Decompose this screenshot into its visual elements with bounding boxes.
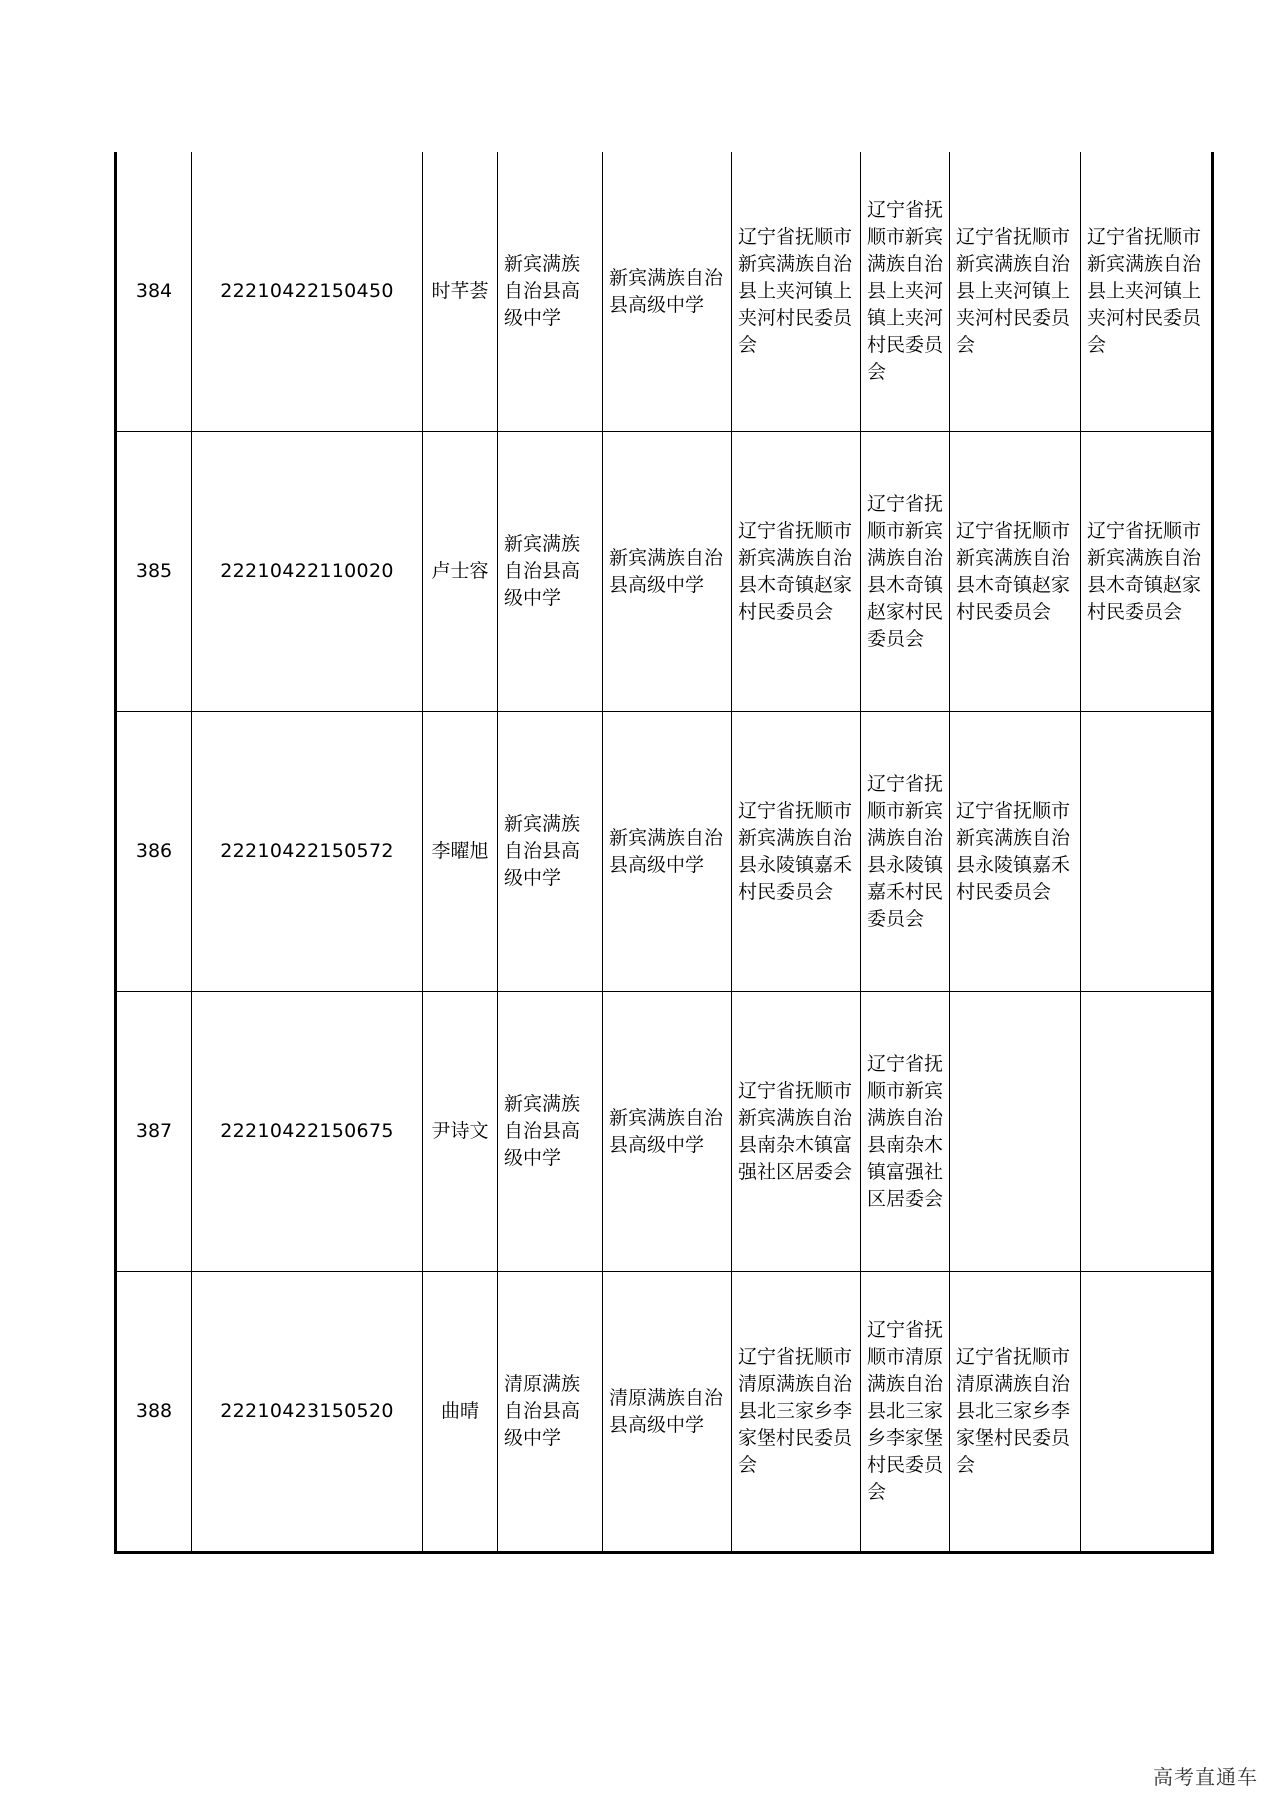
- registered-school: 新宾满族自治县高级中学: [603, 712, 732, 992]
- graduation-school: 清原满族自治县高级中学: [498, 1272, 603, 1553]
- household-address: 辽宁省抚顺市新宾满族自治县永陵镇嘉禾村民委员会: [732, 712, 861, 992]
- parent-household-address: 辽宁省抚顺市清原满族自治县北三家乡李家堡村民委员会: [950, 1272, 1081, 1553]
- graduation-school: 新宾满族自治县高级中学: [498, 712, 603, 992]
- watermark-text: 高考直通车: [1153, 1765, 1258, 1789]
- table-row: [116, 712, 1213, 992]
- registered-school: 新宾满族自治县高级中学: [603, 432, 732, 712]
- household-address: 辽宁省抚顺市新宾满族自治县南杂木镇富强社区居委会: [732, 992, 861, 1272]
- registered-school: 清原满族自治县高级中学: [603, 1272, 732, 1553]
- row-number: 388: [116, 1272, 192, 1553]
- residence-address: 辽宁省抚顺市新宾满族自治县木奇镇赵家村民委员会: [861, 432, 950, 712]
- parent-household-address: 辽宁省抚顺市新宾满族自治县永陵镇嘉禾村民委员会: [950, 712, 1081, 992]
- guardian-household-address: [1081, 992, 1213, 1272]
- guardian-household-address: 辽宁省抚顺市新宾满族自治县上夹河镇上夹河村民委员会: [1081, 152, 1213, 432]
- residence-address: 辽宁省抚顺市清原满族自治县北三家乡李家堡村民委员会: [861, 1272, 950, 1553]
- roster-body: [116, 152, 1213, 1553]
- registered-school: 新宾满族自治县高级中学: [603, 152, 732, 432]
- household-address: 辽宁省抚顺市新宾满族自治县上夹河镇上夹河村民委员会: [732, 152, 861, 432]
- student-name: 李曜旭: [423, 712, 498, 992]
- residence-address: 辽宁省抚顺市新宾满族自治县南杂木镇富强社区居委会: [861, 992, 950, 1272]
- exam-id: 22210423150520: [192, 1272, 423, 1553]
- graduation-school: 新宾满族自治县高级中学: [498, 432, 603, 712]
- parent-household-address: 辽宁省抚顺市新宾满族自治县木奇镇赵家村民委员会: [950, 432, 1081, 712]
- student-name: 尹诗文: [423, 992, 498, 1272]
- row-number: 385: [116, 432, 192, 712]
- table-row: [116, 152, 1213, 432]
- registered-school: 新宾满族自治县高级中学: [603, 992, 732, 1272]
- parent-household-address: 辽宁省抚顺市新宾满族自治县上夹河镇上夹河村民委员会: [950, 152, 1081, 432]
- guardian-household-address: [1081, 1272, 1213, 1553]
- household-address: 辽宁省抚顺市新宾满族自治县木奇镇赵家村民委员会: [732, 432, 861, 712]
- guardian-household-address: [1081, 712, 1213, 992]
- row-number: 386: [116, 712, 192, 992]
- guardian-household-address: 辽宁省抚顺市新宾满族自治县木奇镇赵家村民委员会: [1081, 432, 1213, 712]
- table-row: [116, 432, 1213, 712]
- student-name: 曲晴: [423, 1272, 498, 1553]
- graduation-school: 新宾满族自治县高级中学: [498, 992, 603, 1272]
- graduation-school: 新宾满族自治县高级中学: [498, 152, 603, 432]
- exam-id: 22210422150450: [192, 152, 423, 432]
- row-number: 387: [116, 992, 192, 1272]
- student-name: 时芊荟: [423, 152, 498, 432]
- household-address: 辽宁省抚顺市清原满族自治县北三家乡李家堡村民委员会: [732, 1272, 861, 1553]
- exam-id: 22210422150675: [192, 992, 423, 1272]
- residence-address: 辽宁省抚顺市新宾满族自治县上夹河镇上夹河村民委员会: [861, 152, 950, 432]
- student-name: 卢士容: [423, 432, 498, 712]
- table-row: [116, 1272, 1213, 1553]
- table-row: [116, 992, 1213, 1272]
- exam-id: 22210422110020: [192, 432, 423, 712]
- row-number: 384: [116, 152, 192, 432]
- student-roster-table: [114, 152, 1214, 1554]
- exam-id: 22210422150572: [192, 712, 423, 992]
- parent-household-address: [950, 992, 1081, 1272]
- residence-address: 辽宁省抚顺市新宾满族自治县永陵镇嘉禾村民委员会: [861, 712, 950, 992]
